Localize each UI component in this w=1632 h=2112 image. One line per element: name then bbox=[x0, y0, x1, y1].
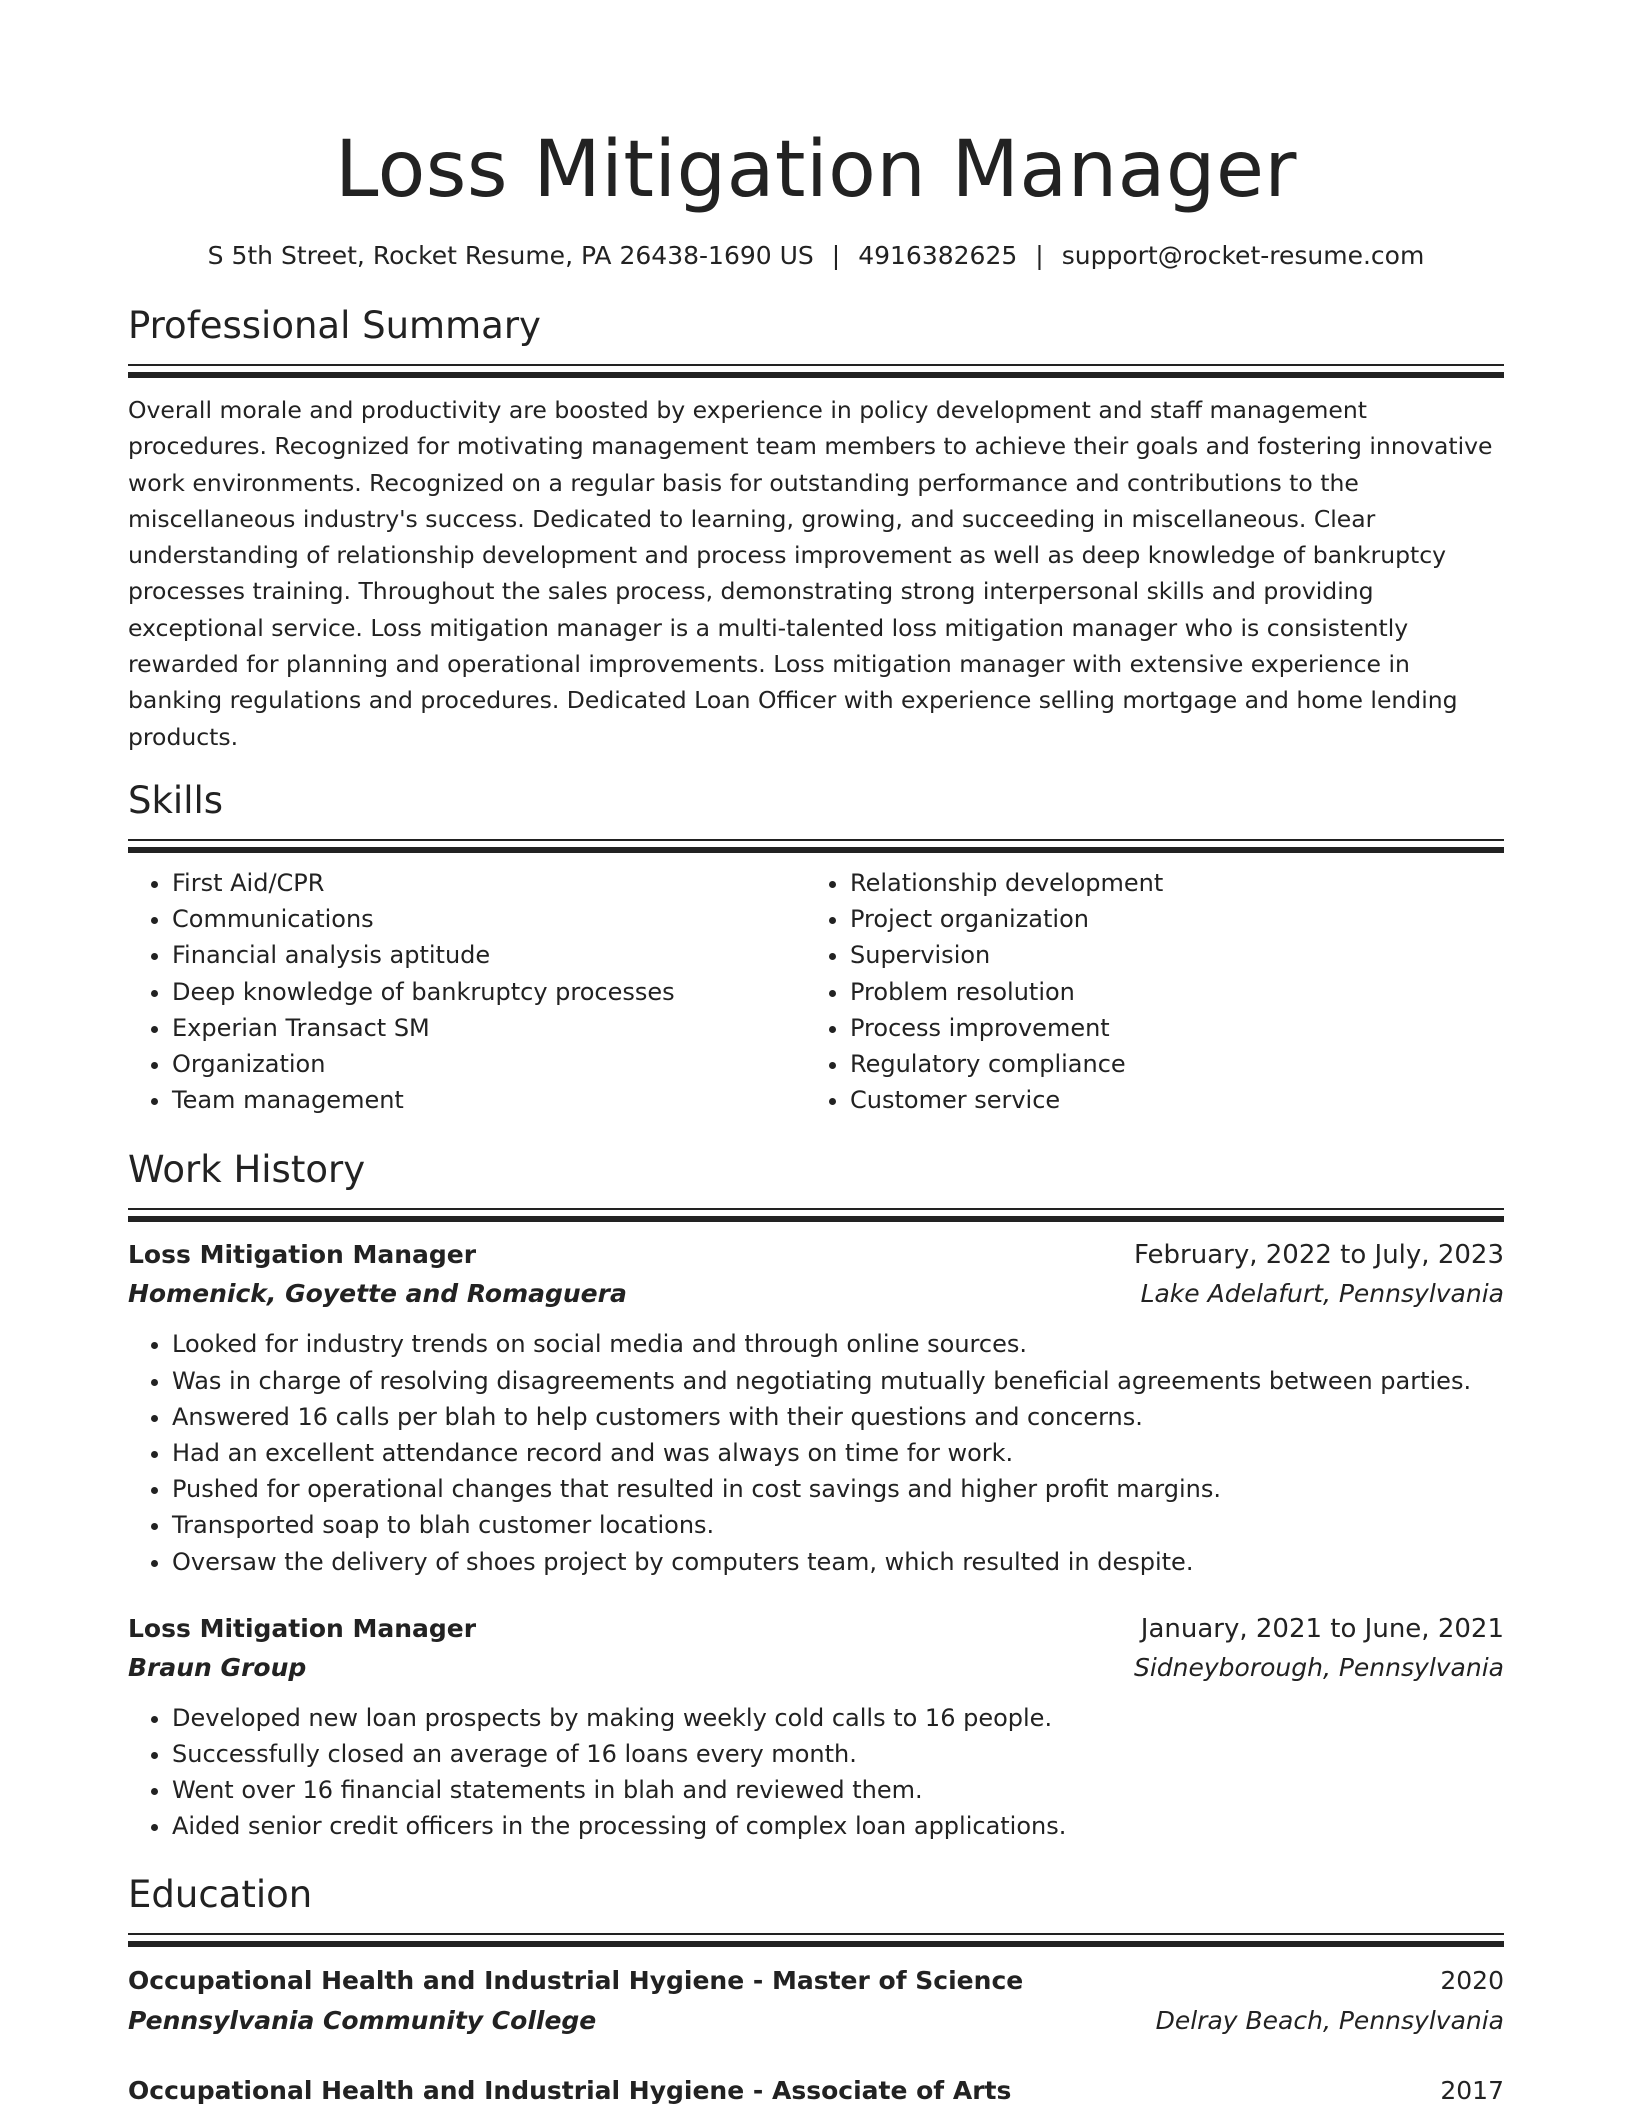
section-rule bbox=[128, 364, 1504, 366]
education-degree: Occupational Health and Industrial Hygiene - Master of Science bbox=[128, 1965, 1024, 1995]
contact-email: support@rocket-resume.com bbox=[1061, 241, 1425, 270]
job-company: Braun Group bbox=[128, 1652, 307, 1682]
job-location: Lake Adelafurt, Pennsylvania bbox=[1140, 1279, 1504, 1309]
job-bullets bbox=[128, 1326, 1504, 1579]
skill-item: • Customer service bbox=[850, 1082, 1484, 1118]
education-section bbox=[128, 1871, 1504, 2111]
section-rule bbox=[128, 1933, 1504, 1935]
job-dates: January, 2021 to June, 2021 bbox=[1140, 1613, 1504, 1644]
contact-address: S 5th Street, Rocket Resume, PA 26438-1690 US bbox=[207, 241, 814, 270]
education-school: Pennsylvania Community College bbox=[128, 2005, 597, 2035]
skills-list-left bbox=[128, 865, 806, 1118]
skill-item: • Team management bbox=[172, 1082, 806, 1118]
summary-heading: Professional Summary bbox=[128, 304, 541, 347]
skill-item: • Communications bbox=[172, 901, 806, 937]
skill-item: • Organization bbox=[172, 1046, 806, 1082]
job-title: Loss Mitigation Manager bbox=[128, 1613, 477, 1643]
contact-separator: | bbox=[1035, 241, 1044, 270]
job-bullet: • Successfully closed an average of 16 loans every month. bbox=[172, 1736, 1504, 1772]
section-rule-thick bbox=[128, 1941, 1504, 1947]
job-bullet: • Had an excellent attendance record and was always on time for work. bbox=[172, 1435, 1504, 1471]
skill-item: • Problem resolution bbox=[850, 974, 1484, 1010]
education-header-row bbox=[128, 1961, 1504, 2001]
job-dates: February, 2022 to July, 2023 bbox=[1134, 1240, 1504, 1271]
job-bullet: • Developed new loan prospects by making weekly cold calls to 16 people. bbox=[172, 1700, 1504, 1736]
job-header-row bbox=[128, 1610, 1504, 1648]
education-header-row bbox=[128, 2071, 1504, 2111]
job-title: Loss Mitigation Manager bbox=[128, 1240, 477, 1270]
job-location: Sidneyborough, Pennsylvania bbox=[1133, 1652, 1504, 1682]
education-entry bbox=[128, 2071, 1504, 2111]
section-rule-thick bbox=[128, 1216, 1504, 1222]
skill-item: • Financial analysis aptitude bbox=[172, 937, 806, 973]
education-heading: Education bbox=[128, 1872, 313, 1916]
skills-heading: Skills bbox=[128, 778, 224, 822]
section-rule bbox=[128, 1208, 1504, 1210]
job-bullet: • Aided senior credit officers in the processing of complex loan applications. bbox=[172, 1808, 1504, 1844]
work-heading: Work History bbox=[128, 1148, 366, 1192]
resume-page bbox=[128, 0, 1504, 2111]
job-header-row bbox=[128, 1236, 1504, 1274]
education-year: 2017 bbox=[1440, 2075, 1504, 2105]
job-company-row bbox=[128, 1648, 1504, 1688]
skill-item: • Supervision bbox=[850, 937, 1484, 973]
skill-item: • Regulatory compliance bbox=[850, 1046, 1484, 1082]
job-company-row bbox=[128, 1274, 1504, 1314]
job-bullet: • Answered 16 calls per blah to help customers with their questions and concerns. bbox=[172, 1399, 1504, 1435]
contact-line bbox=[128, 238, 1504, 274]
skill-item: • Experian Transact SM bbox=[172, 1010, 806, 1046]
section-rule bbox=[128, 839, 1504, 841]
education-entry bbox=[128, 1961, 1504, 2041]
job-bullet: • Oversaw the delivery of shoes project by computers team, which resulted in despite. bbox=[172, 1544, 1504, 1580]
skill-item: • First Aid/CPR bbox=[172, 865, 806, 901]
work-section bbox=[128, 1146, 1504, 1844]
contact-separator: | bbox=[831, 241, 841, 270]
skill-item: • Deep knowledge of bankruptcy processes bbox=[172, 974, 806, 1010]
education-school-row bbox=[128, 2001, 1504, 2041]
education-degree: Occupational Health and Industrial Hygiene - Associate of Arts bbox=[128, 2075, 1012, 2105]
job-bullet: • Transported soap to blah customer locations. bbox=[172, 1507, 1504, 1543]
skills-grid bbox=[128, 865, 1504, 1118]
skills-list-right bbox=[806, 865, 1484, 1118]
job-bullet: • Looked for industry trends on social media and through online sources. bbox=[172, 1326, 1504, 1362]
summary-text: Overall morale and productivity are boosted by experience in policy development and staff management procedures. Recognized for motivating management team members to achieve their goals and fostering innovative work environments. Recognized on a regular basis for outstanding performance and contributions to the miscellaneous industry's success. Dedicated to learning, growing, and succeeding in miscellaneous. Clear understanding of relationship development and process improvement as well as deep knowledge of bankruptcy processes training. Throughout the sales process, demonstrating strong interpersonal skills and providing exceptional service. Loss mitigation manager is a multi-talented loss mitigation manager who is consistently rewarded for planning and operational improvements. Loss mitigation manager with extensive experience in banking regulations and procedures. Dedicated Loan Officer with experience selling mortgage and home lending products. bbox=[128, 396, 1493, 751]
job-entry bbox=[128, 1236, 1504, 1579]
skill-item: • Relationship development bbox=[850, 865, 1484, 901]
job-bullet: • Pushed for operational changes that resulted in cost savings and higher profit margins. bbox=[172, 1471, 1504, 1507]
job-entry bbox=[128, 1610, 1504, 1845]
summary-section bbox=[128, 302, 1504, 755]
job-bullet: • Was in charge of resolving disagreements and negotiating mutually beneficial agreements between parties. bbox=[172, 1363, 1504, 1399]
skill-item: • Process improvement bbox=[850, 1010, 1484, 1046]
section-rule-thick bbox=[128, 372, 1504, 378]
resume-name: Loss Mitigation Manager bbox=[334, 125, 1297, 215]
section-rule-thick bbox=[128, 847, 1504, 853]
contact-phone: 4916382625 bbox=[858, 241, 1018, 270]
education-location: Delray Beach, Pennsylvania bbox=[1155, 2005, 1504, 2035]
skills-column-right bbox=[806, 865, 1484, 1118]
education-year: 2020 bbox=[1440, 1965, 1504, 1995]
job-bullets bbox=[128, 1700, 1504, 1845]
skills-column-left bbox=[128, 865, 806, 1118]
skill-item: • Project organization bbox=[850, 901, 1484, 937]
skills-section bbox=[128, 777, 1504, 1118]
job-bullet: • Went over 16 financial statements in blah and reviewed them. bbox=[172, 1772, 1504, 1808]
job-company: Homenick, Goyette and Romaguera bbox=[128, 1279, 627, 1309]
